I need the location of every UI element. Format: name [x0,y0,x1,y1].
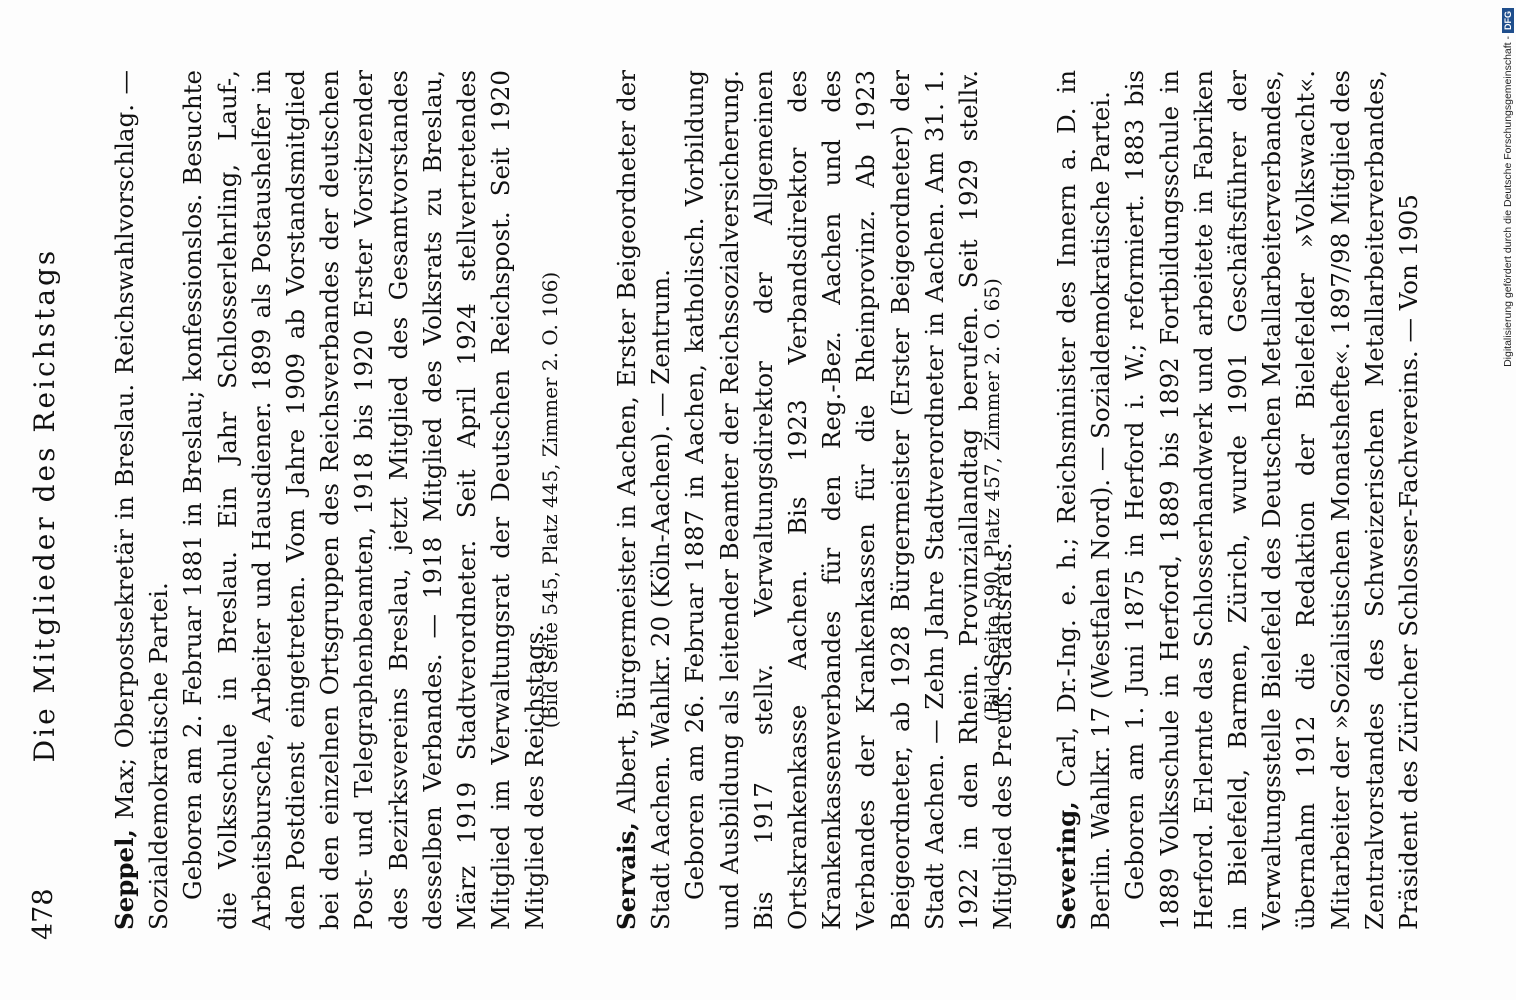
entry-lead [1050,70,1118,930]
picture-reference: (Bild Seite 545, Platz 445, Zimmer 2. O. 106) [538,271,562,729]
picture-reference: (Bild Seite 590, Platz 457, Zimmer 2. O. 65) [980,278,1004,722]
biography-entry [1050,70,1426,930]
digitization-credit: Digitalisierung gefördert durch die Deutsche Forschungsgemeinschaft - [1502,36,1514,367]
entry-lead [610,70,678,930]
entry-body: Geboren am 1. Juni 1875 in Herford i. W.; reformiert. 1883 bis 1889 Volksschule in Herford, 1889 bis 1892 Fortbildungsschule in Herford. Erlernte das Schlosserhandwerk und arbeitete in Fabriken in Bielefeld, Barmen, Zürich, wurde 1901 Geschäftsführer der Verwaltungsstelle Bielefeld des Deutschen Metallarbeiterverbandes, übernahm 1912 die Redaktion der Bielefelder »Volkswacht«. Mitarbeiter der »Sozialistischen Monatshefte«. 1897/98 Mitglied des Zentralvorstandes des Schweizerischen Metallarbeiterverbandes, Präsident des Züricher Schlosser-Fachvereins. — Von 1905 [1120,70,1424,930]
dfg-logo: DFG [1502,8,1514,33]
biography-entry [108,70,553,930]
entry-lead [108,70,176,930]
member-name: Severing, [1052,801,1081,930]
page-header [28,70,88,940]
running-head: Die Mitglieder des Reichstags [28,247,61,763]
entry-lead-text: Carl, Dr.-Ing. e. h.; Reichsminister des Innern a. D. in Berlin. Wahlkr. 17 (Westfalen Nord). — Sozialdemokratische Partei. [1052,70,1116,930]
page-number: 478 [28,888,59,940]
member-name: Seppel, [110,829,139,930]
entry-lead-text: Max; Oberpostsekretär in Breslau. Reichswahlvorschlag. — Sozialdemokratische Partei. [110,70,174,930]
entry-body: Geboren am 2. Februar 1881 in Breslau; konfessionslos. Besuchte die Volksschule in Breslau. Ein Jahr Schlosserlehrling, Lauf-, Arbeitsbursche, Arbeiter und Hausdiener. 1899 als Postaushelfer in den Postdienst eingetreten. Vom Jahre 1909 ab Vorstandsmitglied bei den einzelnen Ortsgruppen des Reichsverbandes der deutschen Post- und Telegraphenbeamten, 1918 bis 1920 Erster Vorsitzender des Bezirksvereins Breslau, jetzt Mitglied des Gesamtvorstandes desselben Verbandes. — 1918 Mitglied des Volksrats zu Breslau, März 1919 Stadtverordneter. Seit April 1924 stellvertretendes Mitglied im Verwaltungsrat der Deutschen Reichspost. Seit 1920 Mitglied des Reichstags. [178,70,550,930]
member-name: Servais, [612,822,641,930]
biography-entry [610,70,1020,930]
entry-lead-text: Albert, Bürgermeister in Aachen, Erster Beigeordneter der Stadt Aachen. Wahlkr. 20 (Köln-Aachen). — Zentrum. [612,70,676,930]
entry-body: Geboren am 26. Februar 1887 in Aachen, katholisch. Vorbildung und Ausbildung als leitender Beamter der Reichssozialversicherung. Bis 1917 stellv. Verwaltungsdirektor der Allgemeinen Ortskrankenkasse Aachen. Bis 1923 Verbandsdirektor des Krankenkassenverbandes für den Reg.-Bez. Aachen und des Verbandes der Krankenkassen für die Rheinprovinz. Ab 1923 Beigeordneter, ab 1928 Bürgermeister (Erster Beigeordneter) der Stadt Aachen. — Zehn Jahre Stadtverordneter in Aachen. Am 31. 1. 1922 in den Rhein. Provinziallandtag berufen. Seit 1929 stellv. Mitglied des Preuß. Staatsrats. [680,70,1018,930]
digitization-footer [1498,8,1516,992]
